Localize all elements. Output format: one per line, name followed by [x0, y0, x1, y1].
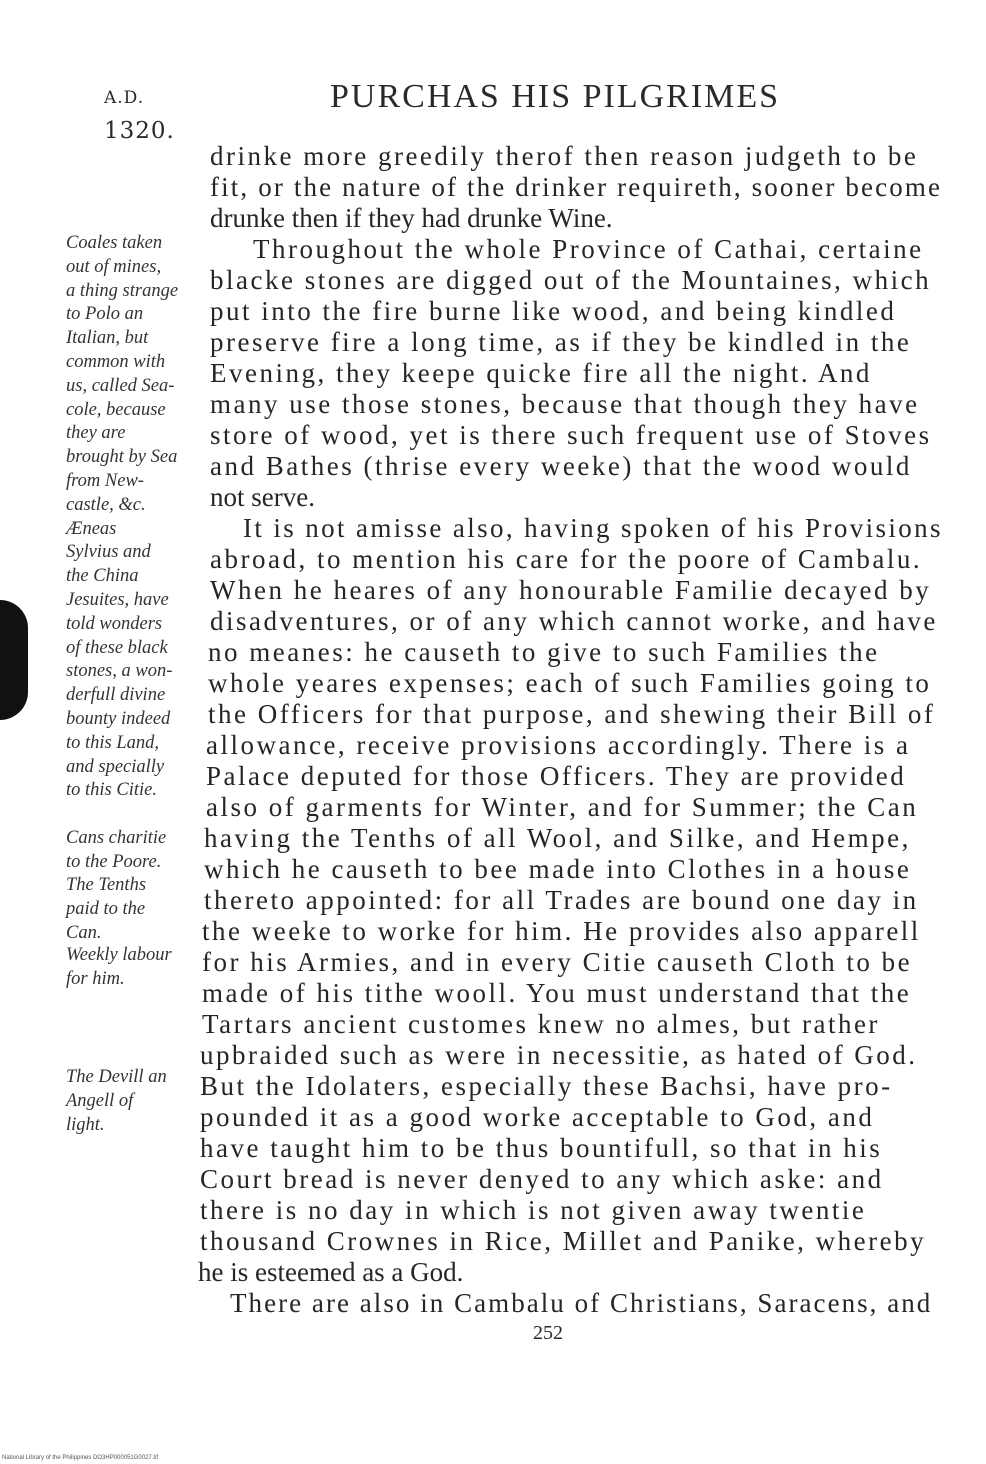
- year-number: 1320.: [104, 118, 175, 144]
- margin-note-line: cole, because: [66, 399, 166, 420]
- body-line: allowance, receive provisions accordingly. There is a: [206, 730, 911, 760]
- body-line: Throughout the whole Province of Cathai, certaine: [253, 234, 924, 264]
- body-line: Tartars ancient customes knew no almes, but rather: [202, 1009, 880, 1039]
- margin-note-line: The Tenths: [66, 875, 147, 895]
- body-line: disadventures, or of any which cannot worke, and have: [210, 606, 938, 636]
- margin-note-line: to this Citie.: [66, 780, 157, 801]
- margin-note-line: Angell of: [66, 1090, 134, 1111]
- margin-note-line: told wonders: [66, 613, 163, 634]
- margin-note-line: the China: [66, 566, 139, 587]
- body-line: preserve fire a long time, as if they be kindled in the: [210, 327, 912, 357]
- body-line: pounded it as a good worke acceptable to God, and: [200, 1102, 875, 1132]
- margin-note-line: for him.: [66, 968, 125, 989]
- body-line: not serve.: [210, 482, 315, 512]
- body-line: When he heares of any honourable Familie decayed by: [210, 575, 932, 605]
- margin-note-line: to the Poore.: [66, 851, 162, 872]
- margin-note-line: The Devill an: [66, 1067, 167, 1087]
- body-line: It is not amisse also, having spoken of his Provisions: [243, 513, 943, 543]
- body-line: But the Idolaters, especially these Bachsi, have pro-: [200, 1071, 893, 1101]
- margin-note-line: Æneas: [66, 518, 117, 539]
- year-label: A.D.: [104, 88, 145, 108]
- margin-note-line: Weekly labour: [66, 945, 172, 965]
- margin-note-line: derfull divine: [66, 685, 166, 706]
- margin-note-line: from New-: [66, 470, 144, 491]
- body-line: Evening, they keepe quicke fire all the night. And: [210, 358, 872, 388]
- margin-note: [66, 944, 206, 992]
- margin-note-line: castle, &c.: [66, 494, 146, 515]
- body-line: There are also in Cambalu of Christians, Saracens, and: [230, 1288, 933, 1318]
- body-line: many use those stones, because that though they have: [210, 389, 920, 419]
- margin-note: [66, 874, 206, 945]
- margin-note-line: light.: [66, 1114, 105, 1135]
- body-line: upbraided such as were in necessitie, as hated of God.: [200, 1040, 918, 1070]
- margin-note-line: Jesuites, have: [66, 589, 169, 610]
- body-line: fit, or the nature of the drinker requireth, sooner become: [210, 172, 943, 202]
- body-line: drunke then if they had drunke Wine.: [210, 203, 613, 233]
- body-line: having the Tenths of all Wool, and Silke, and Hempe,: [204, 823, 911, 853]
- margin-note-line: out of mines,: [66, 256, 162, 277]
- body-line: drinke more greedily therof then reason judgeth to be: [210, 141, 919, 171]
- body-line: made of his tithe wooll. You must understand that the: [202, 978, 912, 1008]
- margin-note: [66, 1066, 206, 1137]
- running-title: PURCHAS HIS PILGRIMES: [330, 78, 781, 115]
- body-line: whole yeares expenses; each of such Families going to: [208, 668, 932, 698]
- margin-note-line: us, called Sea-: [66, 375, 175, 396]
- body-line: the Officers for that purpose, and shewing their Bill of: [208, 699, 936, 729]
- body-line: which he causeth to bee made into Clothes in a house: [204, 854, 912, 884]
- margin-note-line: Sylvius and: [66, 542, 151, 563]
- margin-note-line: brought by Sea: [66, 447, 178, 468]
- body-line: Court bread is never denyed to any which aske: and: [200, 1164, 884, 1194]
- page-number: 252: [533, 1322, 563, 1344]
- body-line: Palace deputed for those Officers. They are provided: [206, 761, 907, 791]
- body-line: for his Armies, and in every Citie causeth Cloth to be: [202, 947, 913, 977]
- margin-note-line: to Polo an: [66, 304, 144, 325]
- margin-note-line: of these black: [66, 637, 168, 658]
- margin-note-line: they are: [66, 423, 126, 444]
- margin-note-line: stones, a won-: [66, 661, 173, 682]
- margin-note-line: paid to the: [66, 898, 146, 919]
- body-line: and Bathes (thrise every weeke) that the wood would: [210, 451, 912, 481]
- margin-note-line: bounty indeed: [66, 708, 171, 729]
- margin-note-line: Cans charitie: [66, 828, 167, 848]
- margin-note: [66, 827, 206, 875]
- body-line: he is esteemed as a God.: [198, 1257, 464, 1287]
- body-line: no meanes: he causeth to give to such Families the: [208, 637, 880, 667]
- body-line: put into the fire burne like wood, and being kindled: [210, 296, 897, 326]
- margin-note: [66, 232, 206, 803]
- body-line: the weeke to worke for him. He provides also apparell: [202, 916, 921, 946]
- scan-footer: National Library of the Philippines DO3HP000051G0027.tif: [2, 1455, 159, 1461]
- margin-note-line: common with: [66, 351, 166, 372]
- body-line: thereto appointed: for all Trades are bound one day in: [204, 885, 919, 915]
- body-line: thousand Crownes in Rice, Millet and Panike, whereby: [200, 1226, 927, 1256]
- margin-note-line: Italian, but: [66, 328, 149, 349]
- body-line: also of garments for Winter, and for Summer; the Can: [206, 792, 919, 822]
- body-line: there is no day in which is not given away twentie: [200, 1195, 867, 1225]
- margin-note-line: Coales taken: [66, 233, 163, 253]
- scan-smudge: [0, 600, 28, 720]
- body-line: abroad, to mention his care for the poore of Cambalu.: [210, 544, 923, 574]
- margin-note-line: Can.: [66, 922, 102, 943]
- margin-note-line: a thing strange: [66, 280, 179, 301]
- margin-note-line: to this Land,: [66, 732, 160, 753]
- body-line: blacke stones are digged out of the Mountaines, which: [210, 265, 932, 295]
- margin-note-line: and specially: [66, 756, 165, 777]
- body-line: store of wood, yet is there such frequent use of Stoves: [210, 420, 932, 450]
- body-line: have taught him to be thus bountifull, so that in his: [200, 1133, 883, 1163]
